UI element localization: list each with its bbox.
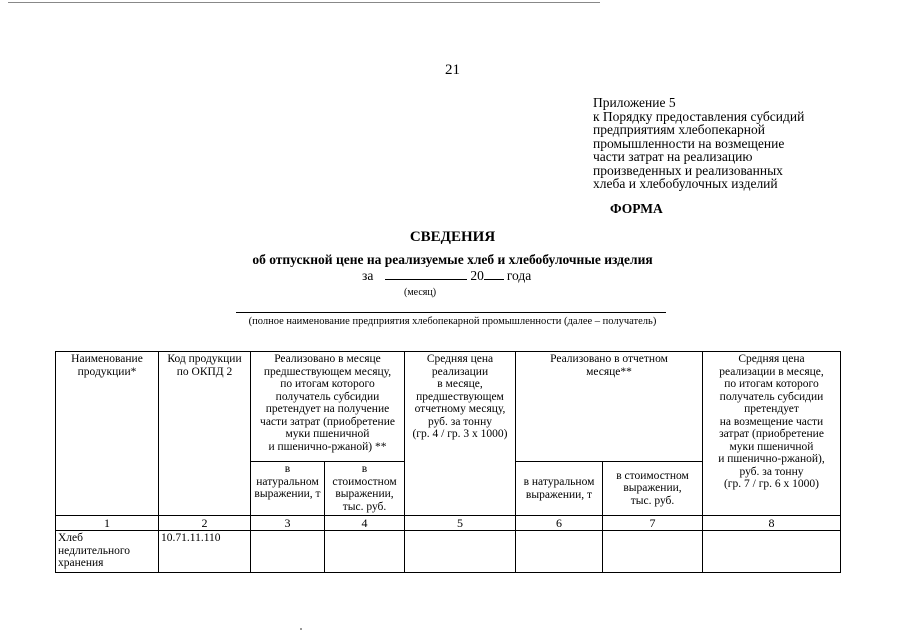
table-row — [56, 531, 841, 573]
column-number: 5 — [405, 516, 516, 531]
avg-price-previous-cell[interactable] — [405, 531, 516, 573]
month-blank[interactable] — [385, 269, 467, 280]
column-number: 2 — [159, 516, 251, 531]
report-table — [55, 351, 841, 573]
header-sold-previous-month: Реализовано в месяце предшествующем месяцу, по итогам которого получатель субсидии претендует на получение части затрат (приобретение муки пшеничной и пшенично-ржаной) ** — [251, 352, 405, 462]
form-label: ФОРМА — [610, 201, 663, 216]
natural-previous-cell[interactable] — [251, 531, 325, 573]
scan-edge-line — [8, 2, 600, 3]
document-subtitle: об отпускной цене на реализуемые хлеб и хлебобулочные изделия — [252, 252, 653, 267]
organization-caption: (полное наименование предприятия хлебопекарной промышленности (далее – получатель) — [248, 316, 657, 327]
header-avg-price-reporting: Средняя цена реализации в месяце, по итогам которого получатель субсидии претендует на возмещение части затрат (приобретение муки пшеничной и пшенично-ржаной), руб. за тонну (гр. 7 / гр. 6 х 1000) — [703, 352, 841, 516]
avg-price-reporting-cell[interactable] — [703, 531, 841, 573]
header-value-previous: в стоимостном выражении, тыс. руб. — [325, 462, 405, 516]
column-number: 4 — [325, 516, 405, 531]
year-blank[interactable] — [484, 269, 504, 280]
header-avg-price-previous: Средняя цена реализации в месяце, предшествующем отчетному месяцу, руб. за тонну (гр. 4 / гр. 3 х 1000) — [405, 352, 516, 516]
scan-speck — [300, 628, 302, 630]
period-line — [362, 268, 531, 284]
appendix-line: к Порядку предоставления субсидий — [593, 108, 805, 124]
appendix-line: Приложение 5 — [593, 95, 676, 110]
appendix-block — [593, 96, 893, 191]
appendix-line: предприятиям хлебопекарной — [593, 122, 765, 137]
month-caption: (месяц) — [404, 287, 437, 298]
value-previous-cell[interactable] — [325, 531, 405, 573]
period-prefix: за — [362, 268, 374, 283]
header-value-reporting: в стоимостном выражении, тыс. руб. — [603, 462, 703, 516]
period-suffix: года — [506, 268, 532, 283]
header-natural-reporting: в натуральном выражении, т — [516, 462, 603, 516]
header-okpd-code: Код продукции по ОКПД 2 — [159, 352, 251, 516]
column-number: 1 — [56, 516, 159, 531]
header-sold-reporting-month: Реализовано в отчетном месяце** — [516, 352, 703, 462]
header-product-name: Наименование продукции* — [56, 352, 159, 516]
natural-reporting-cell[interactable] — [516, 531, 603, 573]
product-name-cell: Хлеб недлительного хранения — [56, 531, 159, 573]
column-number: 6 — [516, 516, 603, 531]
column-number: 7 — [603, 516, 703, 531]
page-number: 21 — [445, 62, 460, 78]
okpd-code-cell: 10.71.11.110 — [159, 531, 251, 573]
appendix-line: хлеба и хлебобулочных изделий — [593, 176, 778, 191]
year-prefix: 20 — [470, 268, 484, 283]
appendix-line: промышленности на возмещение — [593, 135, 785, 151]
header-natural-previous: в натуральном выражении, т — [251, 462, 325, 516]
column-number: 3 — [251, 516, 325, 531]
appendix-line: произведенных и реализованных — [593, 162, 783, 178]
appendix-line: части затрат на реализацию — [593, 149, 753, 164]
document-title: СВЕДЕНИЯ — [409, 229, 496, 245]
value-reporting-cell[interactable] — [603, 531, 703, 573]
column-number: 8 — [703, 516, 841, 531]
organization-name-line[interactable] — [236, 312, 666, 313]
